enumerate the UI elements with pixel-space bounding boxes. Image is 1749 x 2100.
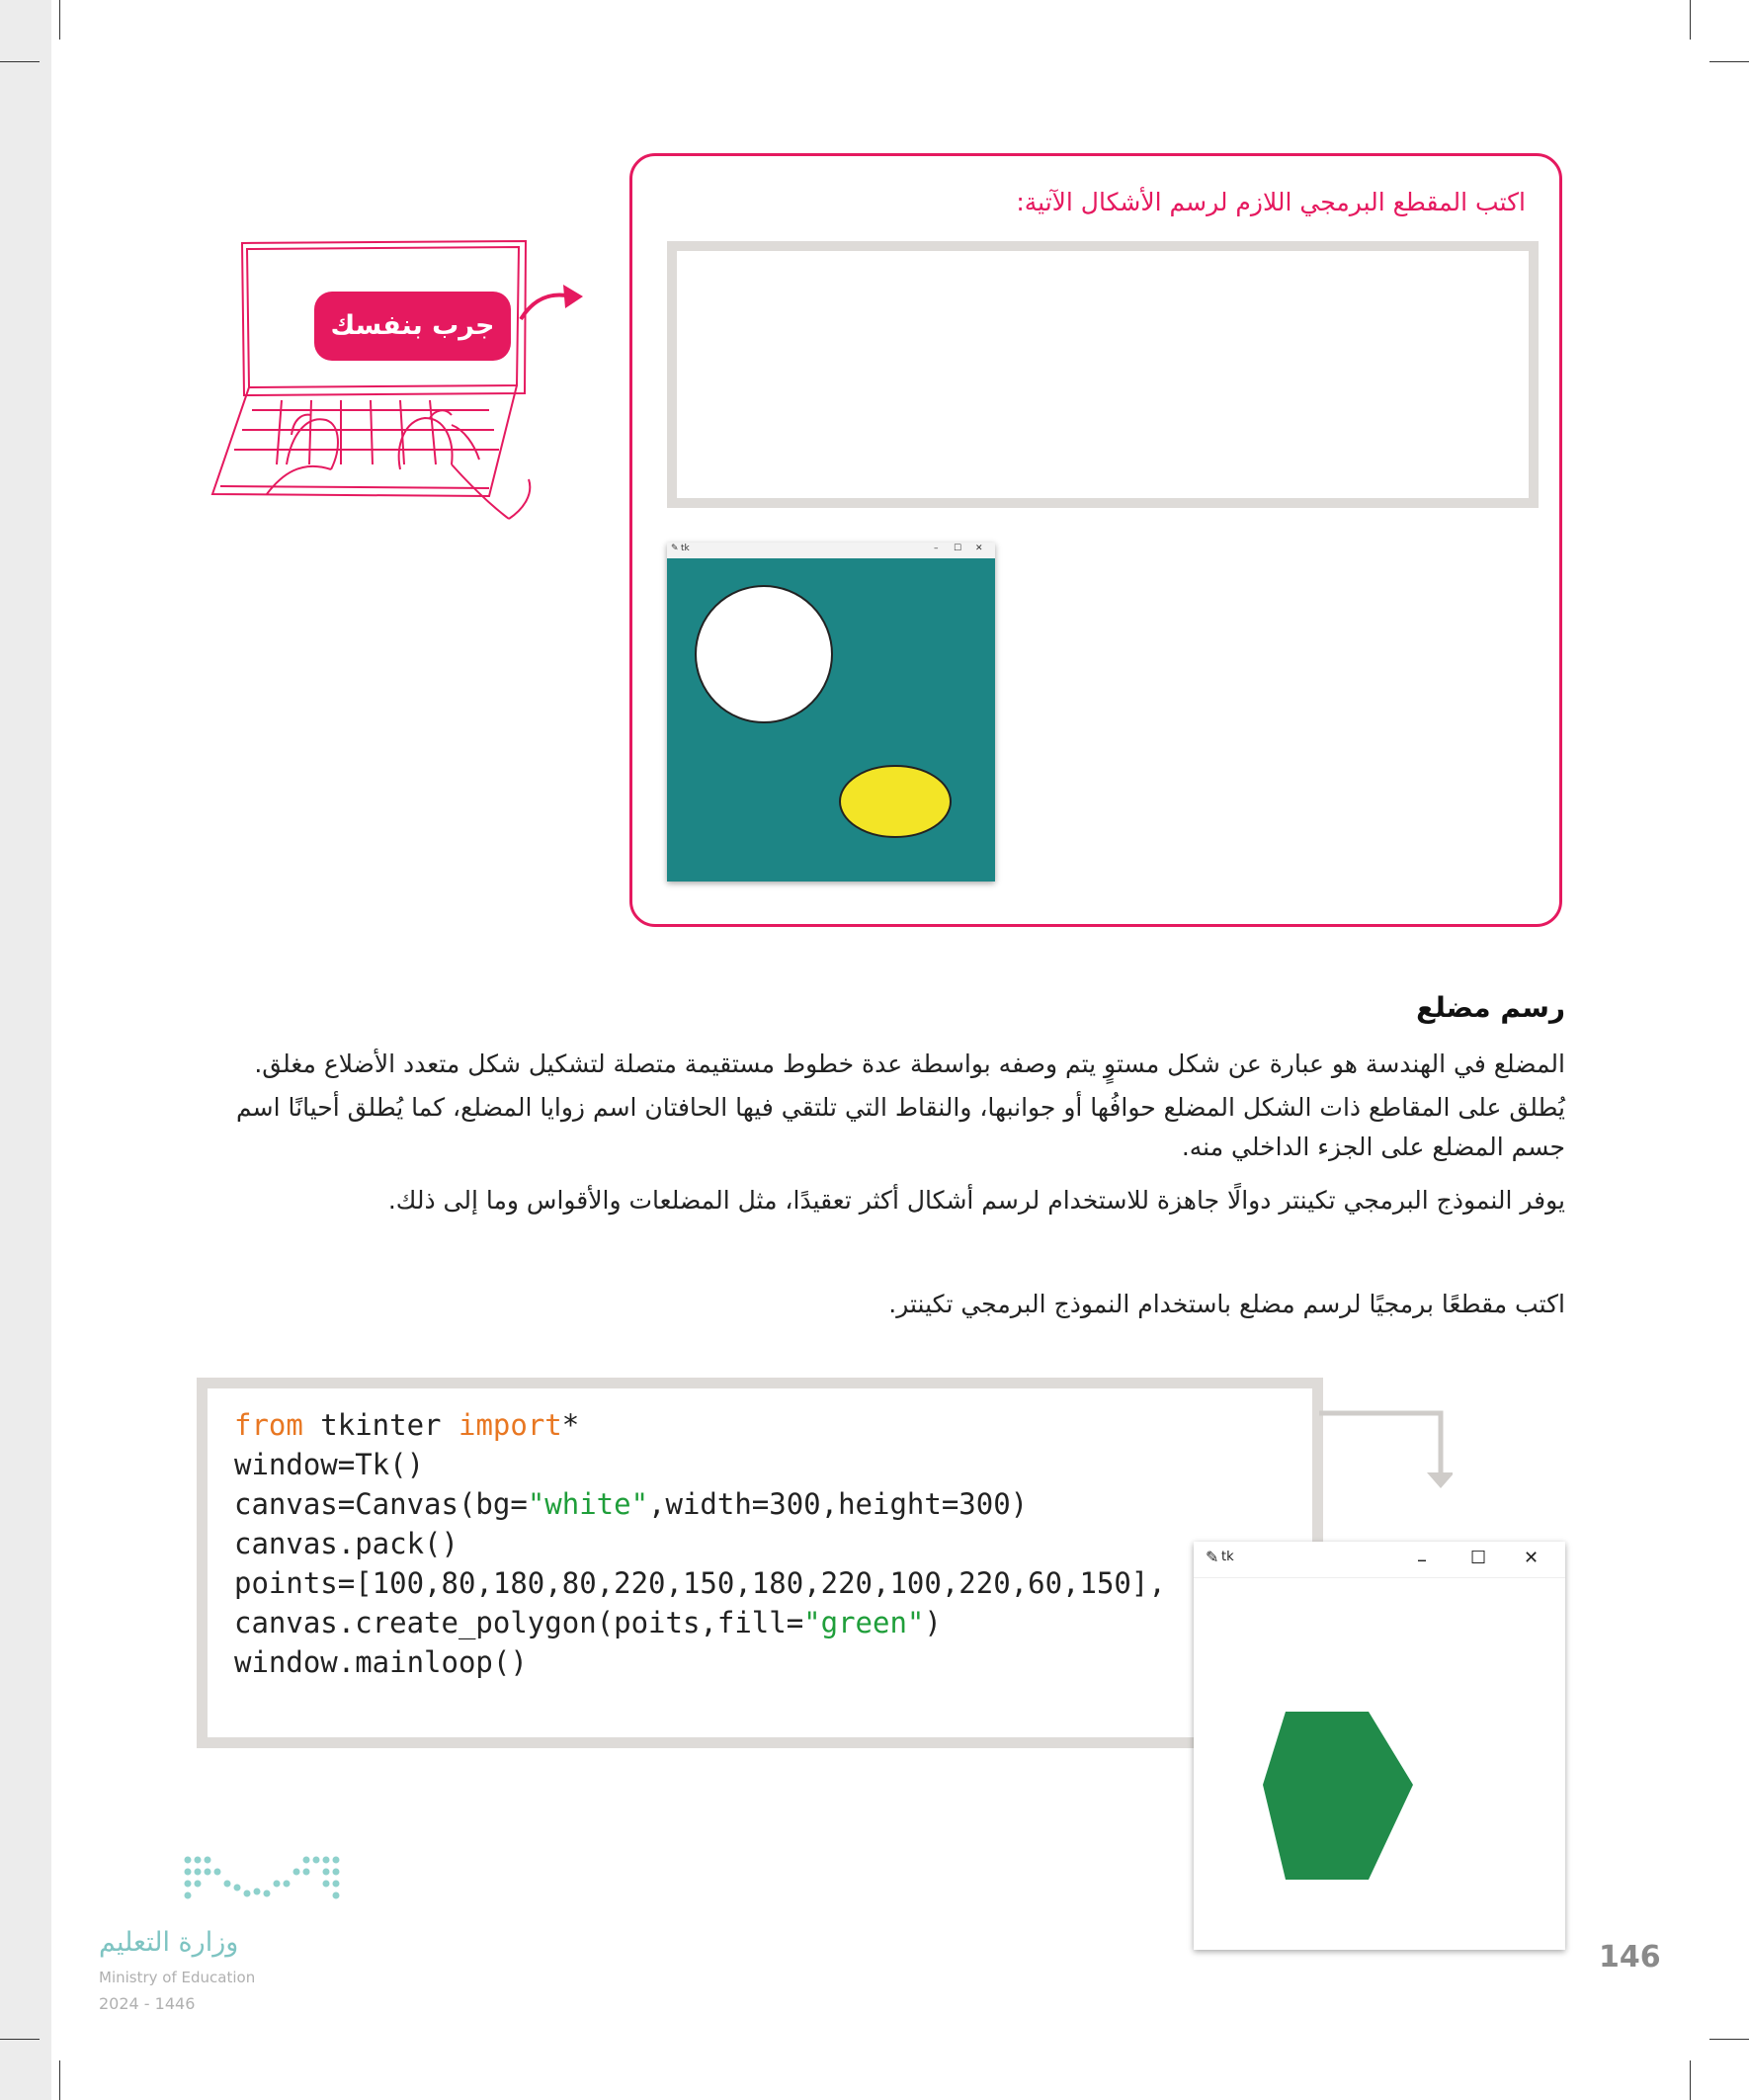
ministry-dots-icon [99,1848,356,1917]
page-number: 146 [1599,1940,1661,1974]
code-string-green: "green" [803,1606,925,1639]
try-yourself-box [629,153,1562,927]
connector-arrow-icon [1314,1403,1453,1492]
tk-title: tk [1221,1550,1234,1564]
code-block [197,1378,1323,1748]
yellow-ellipse [840,766,951,837]
tk-window-hexagon [1194,1542,1565,1950]
code-star: * [561,1408,580,1442]
crop-mark [0,2039,40,2040]
code-line-6b: ) [924,1606,942,1639]
paragraph-2: يُطلق على المقاطع ذات الشكل المضلع حوافُها أو جوانبها، والنقاط التي تلتقي فيها الحافتان اسم زوايا المضلع، كما يُطلق أحيانًا اسم [236,1093,1565,1122]
code-line-3b: ,width=300,height=300) [648,1487,1029,1521]
code-listing [234,1405,1166,1682]
tk-titlebar [667,543,995,558]
tk-canvas-white [1194,1578,1565,1950]
code-line-6a: canvas.create_polygon(poits,fill= [234,1606,804,1639]
code-line-3a: canvas=Canvas(bg= [234,1487,528,1521]
page-margin-strip [0,0,51,2100]
crop-mark [1709,61,1749,62]
paragraph-1: المضلع في الهندسة هو عبارة عن شكل مستوٍ يتم وصفه بواسطة عدة خطوط مستقيمة متصلة لتشكيل شكل متعدد الأضلاع مغلق. [254,1050,1565,1078]
laptop-hands-illustration [193,237,608,524]
minimize-button[interactable]: – [934,544,939,553]
tk-titlebar-large [1194,1542,1565,1578]
ministry-name-ar: وزارة التعليم [99,1927,239,1958]
code-line-4: canvas.pack() [234,1527,458,1560]
tk-canvas-teal [667,558,995,882]
feather-icon: ✎ [1206,1548,1219,1566]
crop-mark [1690,2060,1691,2100]
paragraph-4: يوفر النموذج البرمجي تكينتر دوالًا جاهزة للاستخدام لرسم أشكال أكثر تعقيدًا، مثل المضلعات والأقواس وما إلى ذلك. [387,1186,1565,1215]
try-yourself-badge: جرب بنفسك [314,292,511,361]
feather-icon: ✎ [671,544,679,553]
exercise-text: اكتب مقطعًا برمجيًا لرسم مضلع باستخدام النموذج البرمجي تكينتر. [888,1290,1565,1318]
keyword-import: import [458,1408,562,1442]
code-line-5: points=[100,80,180,80,220,150,180,220,100,220,60,150], [234,1566,1166,1600]
green-hexagon [1263,1712,1413,1880]
code-line-7: window.mainloop() [234,1645,528,1679]
paragraph-3: جسم المضلع على الجزء الداخلي منه. [1181,1133,1565,1161]
edition-year: 2024 - 1446 [99,1994,196,2013]
code-line-2: window=Tk() [234,1448,425,1481]
close-button[interactable]: ✕ [975,544,983,553]
crop-mark [1690,0,1691,40]
keyword-from: from [234,1408,303,1442]
maximize-button[interactable]: ☐ [954,544,962,553]
crop-mark [0,61,40,62]
tk-title: tk [681,544,690,553]
maximize-button[interactable]: ☐ [1470,1548,1487,1568]
try-yourself-instruction: اكتب المقطع البرمجي اللازم لرسم الأشكال الآتية: [1016,188,1526,216]
tk-window-circles [667,543,995,882]
crop-mark [1709,2039,1749,2040]
code-module: tkinter [302,1408,458,1442]
white-circle [696,586,832,722]
section-heading: رسم مضلع [1416,991,1565,1024]
minimize-button[interactable]: – [1417,1548,1427,1571]
crop-mark [59,2060,60,2100]
ministry-name-en: Ministry of Education [99,1969,256,1986]
crop-mark [59,0,60,40]
code-string-white: "white" [527,1487,649,1521]
answer-area[interactable] [667,241,1539,508]
ministry-logo [99,1848,356,2026]
close-button[interactable]: ✕ [1524,1548,1540,1568]
